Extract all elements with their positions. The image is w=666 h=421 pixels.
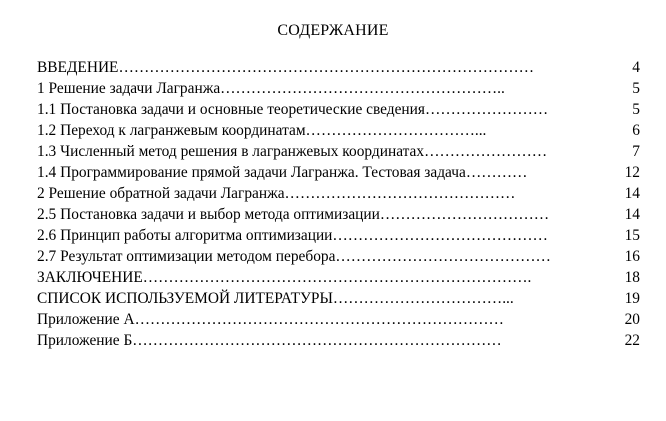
toc-entry-page: 12: [624, 164, 640, 181]
toc-entry-label: 2.5 Постановка задачи и выбор метода оптимизации……………………………: [37, 206, 550, 223]
toc-entry-appendix-b[interactable]: [37, 330, 640, 351]
toc-entry-page: 19: [624, 290, 640, 307]
toc-entry-label: ВВЕДЕНИЕ………………………………………………………………………: [37, 59, 535, 76]
toc-entry-section-2-7[interactable]: [37, 246, 640, 267]
toc-entry-label: ЗАКЛЮЧЕНИЕ………………………………………………………………….: [37, 269, 532, 286]
toc-entry-section-1-3[interactable]: [37, 141, 640, 162]
toc-entry-page: 14: [624, 206, 640, 223]
toc-entry-page: 5: [632, 101, 640, 118]
toc-entry-label: 1 Решение задачи Лагранжа………………………………………………..: [37, 80, 505, 97]
toc-entry-label: Приложение А………………………………………………………………: [37, 311, 504, 328]
toc-title: СОДЕРЖАНИЕ: [277, 22, 389, 39]
toc-entry-section-2-6[interactable]: [37, 225, 640, 246]
toc-entry-label: 2.7 Результат оптимизации методом перебора……………………………………: [37, 248, 551, 265]
toc-entry-section-2-5[interactable]: [37, 204, 640, 225]
table-of-contents: [37, 57, 640, 351]
toc-entry-page: 18: [624, 269, 640, 286]
toc-entry-label: 1.2 Переход к лагранжевым координатам……………………………...: [37, 122, 487, 139]
toc-entry-page: 16: [624, 248, 640, 265]
toc-entry-introduction[interactable]: [37, 57, 640, 78]
toc-entry-section-1-2[interactable]: [37, 120, 640, 141]
toc-entry-section-1-4[interactable]: [37, 162, 640, 183]
toc-entry-label: СПИСОК ИСПОЛЬЗУЕМОЙ ЛИТЕРАТУРЫ……………………………...: [37, 290, 514, 307]
toc-entry-label: 2 Решение обратной задачи Лагранжа………………………………………: [37, 185, 516, 202]
toc-entry-page: 22: [624, 332, 640, 349]
toc-entry-label: 1.3 Численный метод решения в лагранжевых координатах……………………: [37, 143, 548, 160]
toc-entry-label: 2.6 Принцип работы алгоритма оптимизации……………………………………: [37, 227, 548, 244]
toc-entry-chapter-1[interactable]: [37, 78, 640, 99]
toc-entry-label: 1.4 Программирование прямой задачи Лагранжа. Тестовая задача…………: [37, 164, 528, 181]
toc-entry-references[interactable]: [37, 288, 640, 309]
toc-entry-conclusion[interactable]: [37, 267, 640, 288]
toc-entry-label: Приложение Б………………………………………………………………: [37, 332, 502, 349]
toc-entry-page: 20: [624, 311, 640, 328]
toc-entry-section-1-1[interactable]: [37, 99, 640, 120]
toc-entry-chapter-2[interactable]: [37, 183, 640, 204]
toc-entry-page: 7: [632, 143, 640, 160]
toc-entry-page: 15: [624, 227, 640, 244]
toc-entry-page: 5: [632, 80, 640, 97]
toc-entry-label: 1.1 Постановка задачи и основные теоретические сведения……………………: [37, 101, 549, 118]
toc-entry-page: 4: [632, 59, 640, 76]
toc-entry-appendix-a[interactable]: [37, 309, 640, 330]
toc-entry-page: 14: [624, 185, 640, 202]
toc-entry-page: 6: [632, 122, 640, 139]
